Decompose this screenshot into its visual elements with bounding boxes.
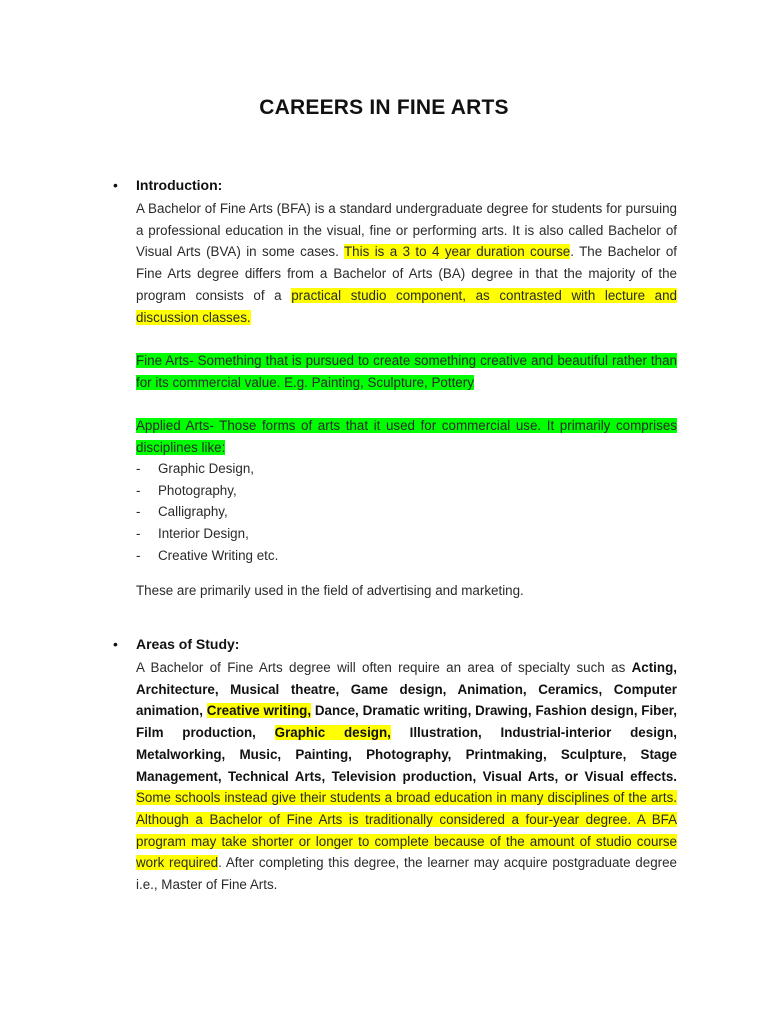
dash-marker: - bbox=[136, 482, 141, 498]
areas-specialties-3: Illustration, Industrial-interior design, Metalworking, Music, Painting, Photography, Printmaking, Sculpture, Stage Management, Technical Arts, Television production, Visual Arts, or Visual effects. bbox=[136, 725, 677, 784]
intro-paragraph bbox=[136, 198, 677, 328]
areas-specialties-2: Dance, Dramatic writing, Drawing, Fashion design, Fiber, Film production, bbox=[136, 703, 677, 741]
highlight-graphic-design: Graphic design, bbox=[274, 725, 391, 741]
areas-text-1: A Bachelor of Fine Arts degree will often require an area of specialty such as bbox=[136, 660, 632, 675]
highlight-studio: practical studio component, as contrasted with lecture and discussion classes. bbox=[136, 287, 677, 325]
list-item bbox=[136, 501, 278, 523]
areas-paragraph bbox=[136, 657, 677, 896]
highlight-broad-education: Some schools instead give their students a broad education in many disciplines of the arts. Although a Bachelor of Fine Arts is traditionally considered a four-year degree. A BFA program may take shorter or longer to complete because of the amount of studio course work required bbox=[136, 790, 677, 871]
dash-marker: - bbox=[136, 526, 141, 542]
dash-marker: - bbox=[136, 504, 141, 520]
fine-arts-paragraph bbox=[136, 350, 677, 393]
highlight-duration: This is a 3 to 4 year duration course bbox=[344, 244, 571, 260]
dash-marker: - bbox=[136, 461, 141, 476]
list-item-label: Calligraphy, bbox=[158, 504, 228, 520]
list-item-label: Interior Design, bbox=[158, 526, 249, 542]
bullet-icon: • bbox=[113, 177, 118, 193]
applied-arts-list bbox=[136, 458, 278, 567]
list-item-label: Graphic Design, bbox=[158, 461, 255, 476]
list-item bbox=[136, 458, 278, 480]
intro-text-1: A Bachelor of Fine Arts (BFA) is a standard undergraduate degree for students for pursuing a professional education in the visual, fine or performing arts. It is also called Bachelor of Visual Arts (BVA) in some cases. bbox=[136, 201, 677, 260]
list-item bbox=[136, 480, 278, 502]
highlight-applied-arts: Applied Arts- Those forms of arts that it used for commercial use. It primarily comprises disciplines like: bbox=[136, 418, 677, 455]
highlight-fine-arts: Fine Arts- Something that is pursued to create something creative and beautiful rather than for its commercial value. E.g. Painting, Sculpture, Pottery bbox=[136, 353, 677, 390]
closing-paragraph: These are primarily used in the field of advertising and marketing. bbox=[136, 583, 524, 598]
list-item-label: Creative Writing etc. bbox=[158, 547, 279, 563]
areas-specialties-1: Acting, Architecture, Musical theatre, Game design, Animation, Ceramics, Computer animation, bbox=[136, 660, 677, 719]
list-item-label: Photography, bbox=[158, 482, 237, 498]
bullet-icon: • bbox=[113, 636, 118, 652]
section-heading-introduction: Introduction: bbox=[136, 177, 223, 193]
section-heading-areas-of-study: Areas of Study: bbox=[136, 636, 240, 652]
dash-marker: - bbox=[136, 547, 141, 563]
page-title: CAREERS IN FINE ARTS bbox=[259, 96, 509, 119]
list-item bbox=[136, 545, 278, 567]
list-item bbox=[136, 523, 278, 545]
applied-arts-paragraph bbox=[136, 415, 677, 458]
intro-text-2: . The Bachelor of Fine Arts degree differs from a Bachelor of Arts (BA) degree in that the majority of the program consists of a bbox=[136, 244, 677, 303]
areas-text-2: . After completing this degree, the learner may acquire postgraduate degree i.e., Master of Fine Arts. bbox=[136, 855, 677, 893]
highlight-creative-writing: Creative writing, bbox=[206, 703, 312, 719]
